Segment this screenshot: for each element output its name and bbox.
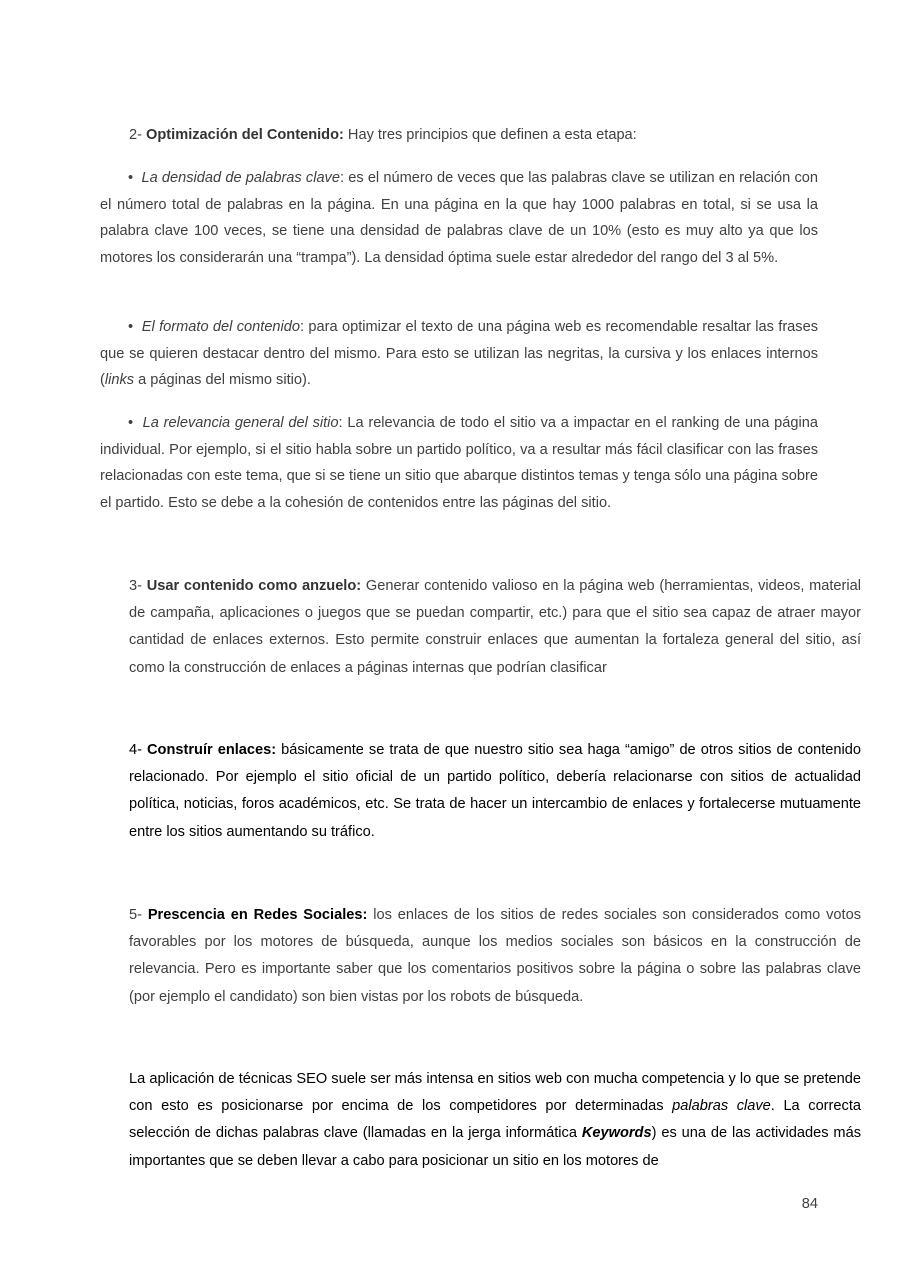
section-title: Prescencia en Redes Sociales:: [147, 907, 368, 923]
closing-paragraph: [86, 1066, 861, 1175]
section-number: 5-: [129, 907, 148, 923]
bullet-dot-icon: •: [128, 319, 134, 335]
section-text: básicamente se trata de que nuestro sitio sea haga “amigo” de otros sitios de contenido relacionado. Por ejemplo el sitio oficial de un partido político, debería relacionarse con sitios de actualidad política, noticias, foros académicos, etc. Se trata de hacer un intercambio de enlaces y fortalecerse mutuamente entre los sitios aumentando su tráfico.: [129, 742, 862, 840]
section-number: 4-: [129, 742, 148, 758]
bullet-content-format: [100, 314, 818, 394]
bullet-term: La densidad de palabras clave: [141, 170, 340, 186]
bullet-text: : es el número de veces que las palabras clave se utilizan en relación con el número total de palabras en la página. En una página en la que hay 1000 palabras en total, si se usa la palabra clave 100 veces, se tiene una densidad de palabras clave de un 10% (esto es muy alto ya que los motores los considerarán una “trampa”). La densidad óptima suele estar alrededor del rango del 3 al 5%.: [100, 170, 818, 266]
bullet-site-relevance: [100, 410, 818, 516]
section-number: 2-: [129, 127, 147, 143]
closing-text-c: ) es una de las actividades más importantes que se deben llevar a cabo para posicionar un sitio en los motores de: [129, 1125, 861, 1169]
bullet-keyword-density: [100, 165, 818, 271]
section-4-paragraph: [86, 737, 861, 846]
section-2-paragraph: [86, 122, 861, 149]
section-text: los enlaces de los sitios de redes sociales son considerados como votos favorables por los motores de búsqueda, aunque los medios sociales son básicos en la construcción de relevancia. Pero es importante saber que los comentarios positivos sobre la página o sobre las palabras clave (por ejemplo el candidato) son bien vistas por los robots de búsqueda.: [129, 907, 861, 1005]
bullet-dot-icon: •: [128, 170, 134, 186]
section-number: 3-: [129, 578, 147, 594]
section-text: Generar contenido valioso en la página web (herramientas, videos, material de campaña, aplicaciones o juegos que se puedan compartir, etc.) para que el sitio sea capaz de atraer mayor cantidad de enlaces externos. Esto permite construir enlaces que aumentan la fortaleza general del sitio, así como la construcción de enlaces a páginas internas que podrían clasificar: [129, 578, 861, 676]
closing-text-a: La aplicación de técnicas SEO suele ser más intensa en sitios web con mucha competencia y lo que se pretende con esto es posicionarse por encima de los competidores por determinadas: [129, 1071, 861, 1115]
keywords-term: Keywords: [581, 1125, 652, 1142]
bullet-text: : La relevancia de todo el sitio va a impactar en el ranking de una página individual. Por ejemplo, si el sitio habla sobre un partido político, va a resultar más fácil clasificar con las frases relacionadas con este tema, que si se tiene un sitio que abarque distintos temas y tenga sólo una página sobre el partido. Esto se debe a la cohesión de contenidos entre las páginas del sitio.: [100, 415, 818, 511]
section-text: Hay tres principios que definen a esta etapa:: [343, 127, 637, 143]
section-5-paragraph: [86, 902, 861, 1011]
closing-italic: palabras clave: [672, 1098, 771, 1115]
bullet-text-end: a páginas del mismo sitio).: [134, 372, 311, 388]
bullet-term: La relevancia general del sitio: [142, 415, 339, 431]
section-title: Construír enlaces:: [147, 742, 277, 758]
bullet-term: El formato del contenido: [141, 319, 301, 335]
page-number: 84: [801, 1196, 818, 1212]
bullet-dot-icon: •: [128, 415, 134, 431]
section-title: Usar contenido como anzuelo:: [146, 578, 362, 594]
bullet-text: : para optimizar el texto de una página web es recomendable resaltar las frases que se quieren destacar dentro del mismo. Para esto se utilizan las negritas, la cursiva y los enlaces internos (: [100, 319, 819, 388]
section-title: Optimización del Contenido:: [146, 127, 344, 143]
links-word: links: [104, 372, 135, 388]
section-3-paragraph: [86, 573, 861, 682]
closing-text-b: . La correcta selección de dichas palabras clave (llamadas en la jerga informática: [129, 1098, 861, 1142]
